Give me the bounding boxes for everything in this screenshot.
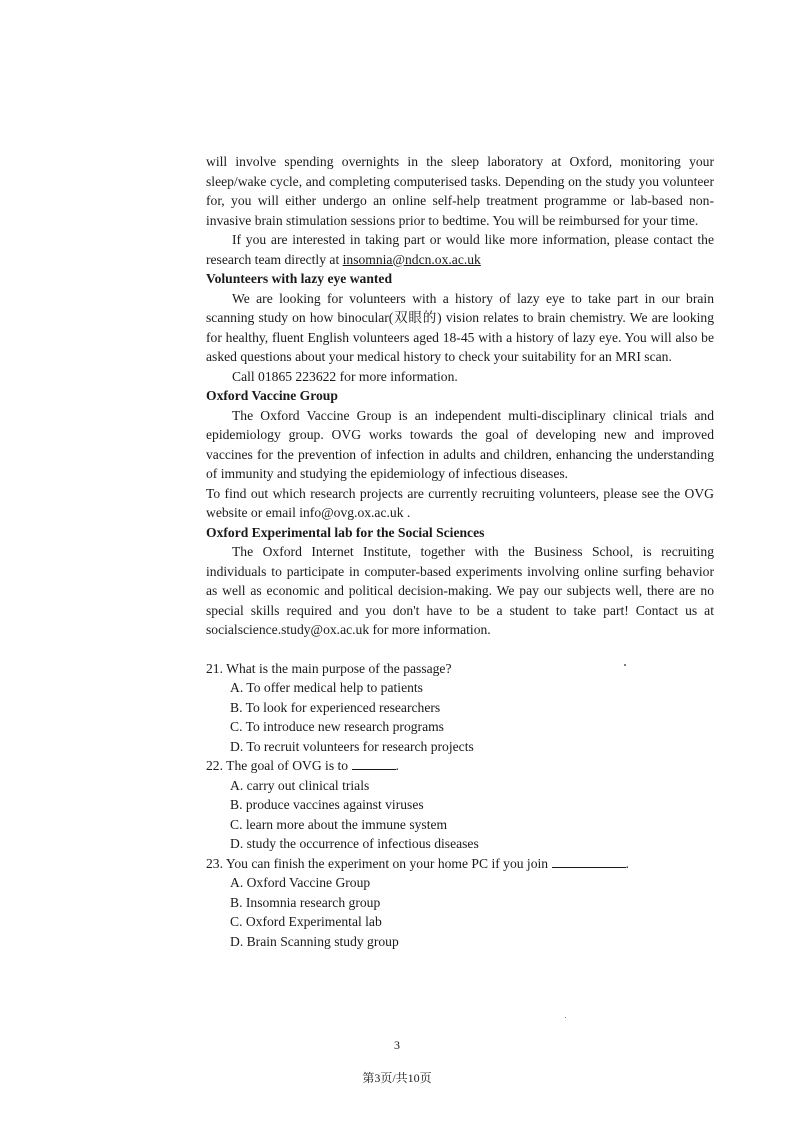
option-b: B. Insomnia research group [230,894,381,910]
scan-speck [624,664,626,666]
page-footer: 第3页/共10页 [362,1071,432,1085]
option-b: B. produce vaccines against viruses [230,797,424,812]
option-d: D. study the occurrence of infectious diseases [230,836,479,851]
lazy-eye-heading: Volunteers with lazy eye wanted [206,271,393,286]
question-23 [206,854,714,952]
insomnia-contact-text: If you are interested in taking part or would like more information, please contact the research team directly at [206,232,714,267]
document-body [206,152,714,951]
insomnia-paragraph: will involve spending overnights in the sleep laboratory at Oxford, monitoring your sleep/wake cycle, and completing computerised tasks. Depending on the study you volunteer for, you will either undergo an online self-help treatment programme or lab-based non-invasive brain stimulation sessions prior to bedtime. You will be reimbursed for your time. [206,154,714,228]
question-stem-line: 22. The goal of OVG is to . [206,758,399,773]
question-stem: 23. You can finish the experiment on your home PC if you join [206,855,549,871]
option-a: A. carry out clinical trials [230,777,370,793]
question-stem: 22. The goal of OVG is to [206,758,349,773]
section-gap [206,640,714,659]
question-21 [206,659,714,757]
scan-speck [565,1017,566,1018]
option-b: B. To look for experienced researchers [230,699,441,715]
question-stem: 21. What is the main purpose of the passage? [206,660,452,676]
option-d: D. To recruit volunteers for research projects [230,738,474,754]
social-lab-heading: Oxford Experimental lab for the Social Sciences [206,524,485,540]
social-lab-paragraph: The Oxford Internet Institute, together with the Business School, is recruiting individuals to participate in computer-based experiments involving online surfing behavior as well as economic and political decision-making. We pay our subjects well, there are no special skills required and you don't have to be a student to take part! Contact us at socialscience.study@ox.ac.uk for more information. [206,544,714,637]
option-a: A. To offer medical help to patients [230,680,423,695]
ovg-paragraph: The Oxford Vaccine Group is an independent multi-disciplinary clinical trials and epidemiology group. OVG works towards the goal of developing new and improved vaccines for the prevention of infection in adults and children, enhancing the understanding of immunity and studying the epidemiology of infectious diseases. [206,407,714,481]
ovg-heading: Oxford Vaccine Group [206,388,338,403]
option-c: C. learn more about the immune system [230,816,448,832]
insomnia-email-link[interactable]: insomnia@ndcn.ox.ac.uk [342,251,481,267]
lazy-eye-paragraph: We are looking for volunteers with a history of lazy eye to take part in our brain scanning study on how binocular(双眼的) vision relates to brain chemistry. We are looking for healthy, fluent English volunteers aged 18-45 with a history of lazy eye. You will also be asked questions about your medical history to check your suitability for an MRI scan. [206,290,714,364]
insomnia-contact [206,230,714,269]
page-number: 3 [394,1038,400,1052]
option-d: D. Brain Scanning study group [230,933,399,949]
answer-blank [352,757,396,770]
option-c: C. To introduce new research programs [230,719,444,734]
question-stem-line: 23. You can finish the experiment on your home PC if you join . [206,855,629,871]
ovg-find-out: To find out which research projects are currently recruiting volunteers, please see the OVG website or email info@ovg.ox.ac.uk . [206,485,714,520]
question-22 [206,756,714,854]
lazy-eye-call: Call 01865 223622 for more information. [232,368,458,384]
answer-blank [552,855,626,868]
option-a: A. Oxford Vaccine Group [230,875,371,890]
option-c: C. Oxford Experimental lab [230,914,382,929]
